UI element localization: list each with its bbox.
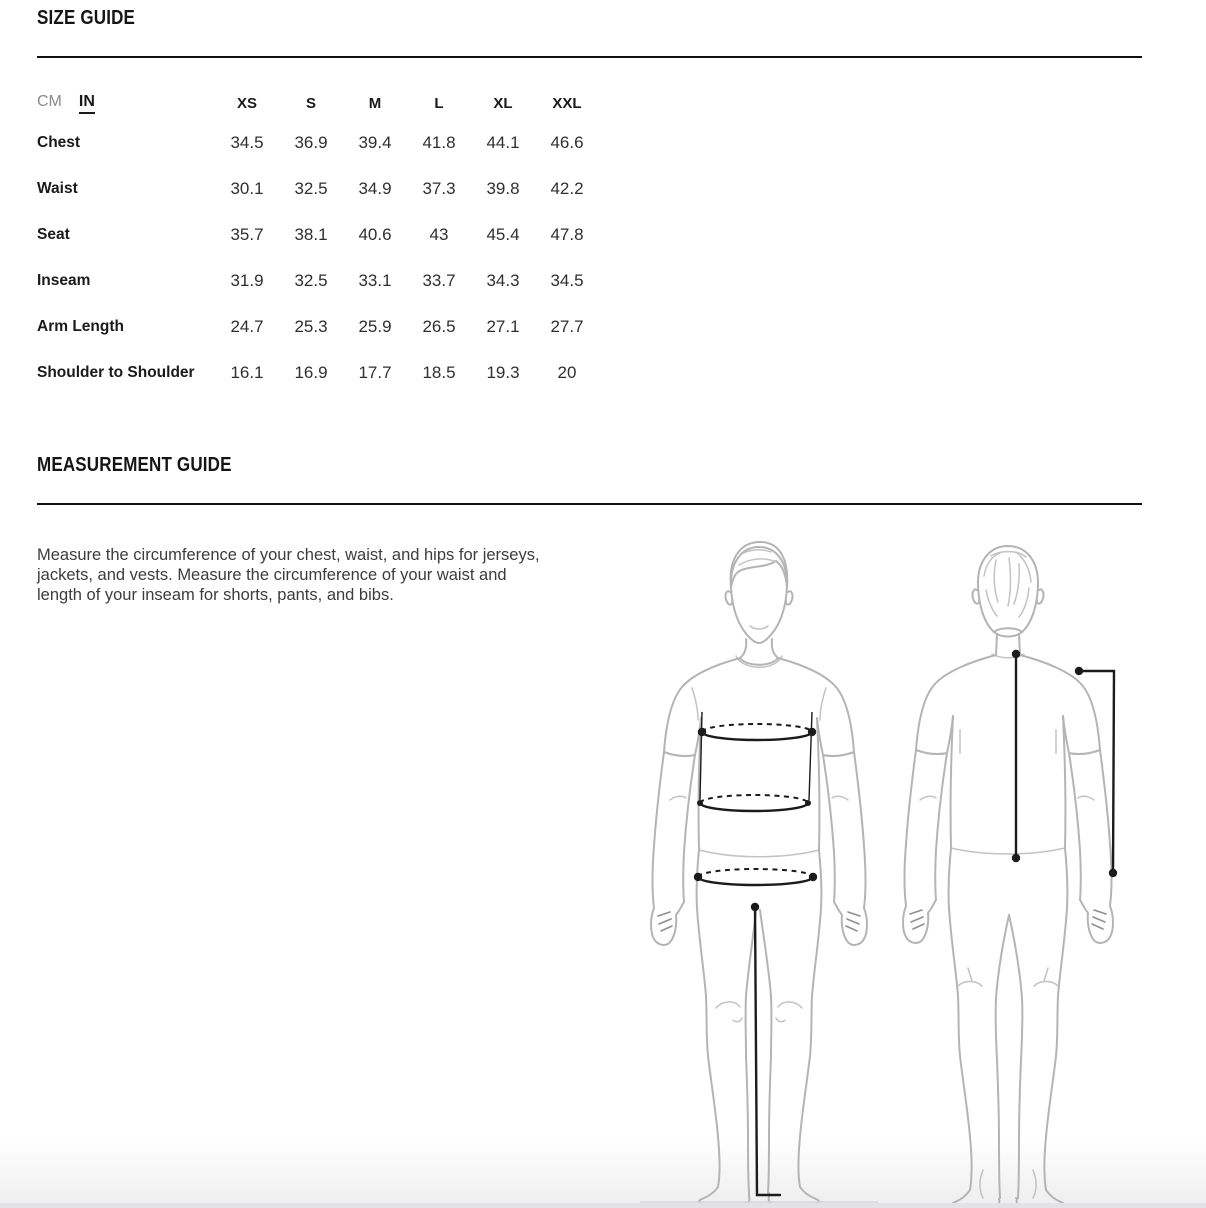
measurement-row-label: Seat (37, 226, 70, 243)
size-value-cell: 31.9 (230, 271, 264, 290)
size-value-cell: 44.1 (486, 133, 520, 152)
divider (37, 56, 1142, 58)
size-guide-title: SIZE GUIDE (37, 7, 136, 29)
front-body-measurement-figure (640, 538, 880, 1208)
size-value-cell: 24.7 (230, 317, 264, 336)
size-value-cell: 17.7 (358, 363, 392, 382)
size-value-cell: 47.8 (550, 225, 584, 244)
measurement-row-label: Inseam (37, 272, 91, 289)
measurement-row-label: Arm Length (37, 318, 124, 335)
measurement-instructions: Measure the circumference of your chest, waist, and hips for jerseys, jackets, and vests. Measure the circumference of your waist and length of your inseam for shorts, pants, and bibs. (37, 546, 540, 604)
table-row (37, 304, 599, 350)
size-value-cell: 16.1 (230, 363, 264, 382)
size-value-cell: 33.7 (422, 271, 456, 290)
size-value-cell: 40.6 (358, 225, 392, 244)
size-value-cell: 33.1 (358, 271, 392, 290)
table-row (37, 350, 599, 396)
size-column-header: L (434, 94, 444, 112)
size-value-cell: 34.9 (358, 179, 392, 198)
size-value-cell: 37.3 (422, 179, 456, 198)
size-value-cell: 43 (429, 225, 449, 244)
table-row (37, 258, 599, 304)
size-value-cell: 19.3 (486, 363, 520, 382)
size-value-cell: 38.1 (294, 225, 328, 244)
size-table-header-row (37, 88, 599, 118)
size-column-header: XL (493, 94, 513, 112)
size-value-cell: 34.5 (230, 133, 264, 152)
size-value-cell: 42.2 (550, 179, 584, 198)
size-column-header: M (368, 94, 382, 112)
size-table-body (37, 120, 599, 396)
unit-in-button[interactable]: IN (79, 93, 95, 114)
size-column-header: XS (236, 94, 257, 112)
size-value-cell: 36.9 (294, 133, 328, 152)
size-value-cell: 34.5 (550, 271, 584, 290)
unit-cm-button[interactable]: CM (37, 92, 62, 110)
size-value-cell: 34.3 (486, 271, 520, 290)
size-value-cell: 27.1 (486, 317, 520, 336)
size-column-header: XXL (552, 94, 582, 112)
size-column-header: S (305, 94, 316, 112)
size-value-cell: 27.7 (550, 317, 584, 336)
back-body-measurement-figure (888, 538, 1138, 1208)
table-row (37, 120, 599, 166)
size-table (37, 88, 599, 396)
size-value-cell: 45.4 (486, 225, 520, 244)
size-value-cell: 20 (557, 363, 577, 382)
size-value-cell: 30.1 (230, 179, 264, 198)
size-value-cell: 32.5 (294, 179, 328, 198)
size-value-cell: 46.6 (550, 133, 584, 152)
size-value-cell: 16.9 (294, 363, 328, 382)
size-value-cell: 35.7 (230, 225, 264, 244)
size-value-cell: 25.9 (358, 317, 392, 336)
table-row (37, 212, 599, 258)
measurement-row-label: Waist (37, 180, 78, 197)
size-value-cell: 39.8 (486, 179, 520, 198)
unit-toggle (37, 93, 215, 114)
measurement-guide-title: MEASUREMENT GUIDE (37, 454, 232, 476)
page-bottom-edge (0, 1203, 1206, 1208)
divider (37, 503, 1142, 505)
size-value-cell: 41.8 (422, 133, 456, 152)
size-value-cell: 32.5 (294, 271, 328, 290)
size-value-cell: 39.4 (358, 133, 392, 152)
measurement-row-label: Chest (37, 134, 81, 151)
measurement-row-label: Shoulder to Shoulder (37, 364, 195, 381)
table-row (37, 166, 599, 212)
size-value-cell: 26.5 (422, 317, 456, 336)
size-value-cell: 25.3 (294, 317, 328, 336)
size-value-cell: 18.5 (422, 363, 456, 382)
